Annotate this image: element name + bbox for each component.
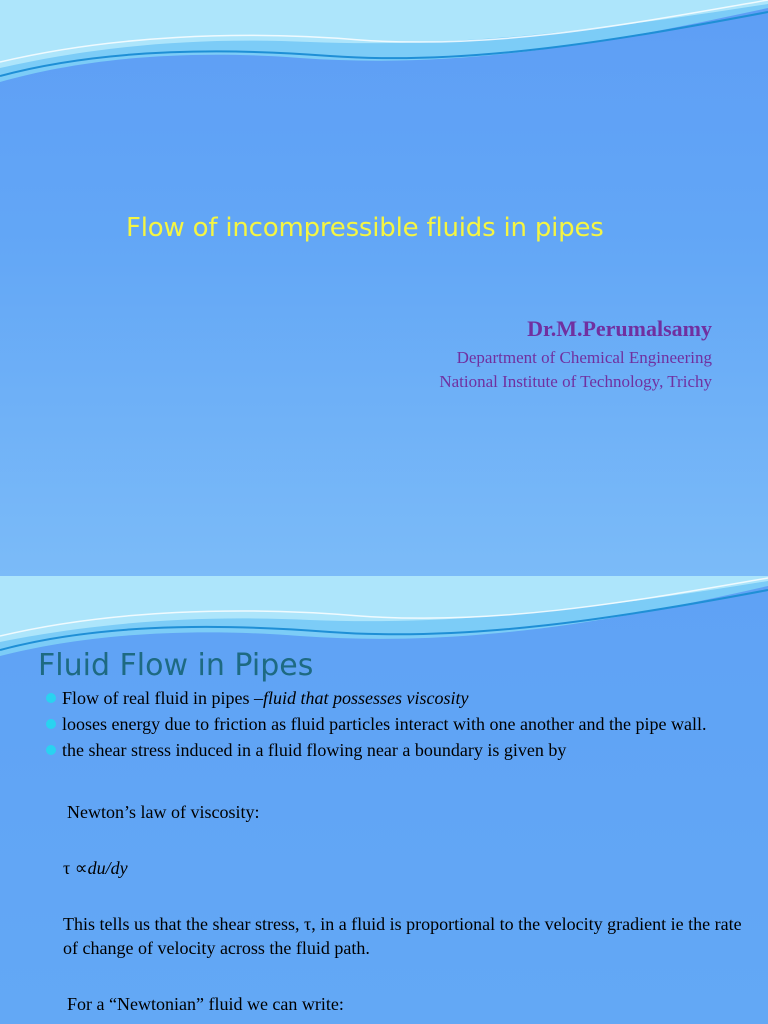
bullet-dot-icon <box>46 719 56 729</box>
bullet-text: the shear stress induced in a fluid flowing near a boundary is given by <box>62 740 567 760</box>
newtonian-fluid-text: For a “Newtonian” fluid we can write: <box>67 994 344 1014</box>
bullet-text: Flow of real fluid in pipes – <box>62 688 263 708</box>
content-slide <box>0 576 768 1024</box>
bullet-text: looses energy due to friction as fluid particles interact with one another and the pipe wall. <box>62 714 707 734</box>
bullet-list <box>44 686 734 764</box>
shear-equation <box>63 856 743 880</box>
bullet-item <box>44 712 734 736</box>
header-wave-graphic <box>0 0 768 90</box>
newton-law-label: Newton’s law of viscosity: <box>67 802 260 822</box>
bullet-text-italic: fluid that possesses viscosity <box>262 688 469 708</box>
explanation-text: This tells us that the shear stress, τ, in a fluid is proportional to the velocity gradient ie the rate of change of velocity across the fluid path. <box>63 914 742 958</box>
equation-symbol: τ ∝ <box>63 858 88 878</box>
slide-title: Fluid Flow in Pipes <box>38 648 314 683</box>
bullet-item <box>44 738 734 762</box>
institute-name: National Institute of Technology, Trichy <box>439 372 712 391</box>
department-name: Department of Chemical Engineering <box>456 348 712 367</box>
bullet-dot-icon <box>46 693 56 703</box>
author-name: Dr.M.Perumalsamy <box>527 316 712 341</box>
bullet-item <box>44 686 734 710</box>
bullet-dot-icon <box>46 745 56 755</box>
presentation-title: Flow of incompressible fluids in pipes <box>126 213 604 243</box>
equation-gradient: du/dy <box>87 858 128 878</box>
